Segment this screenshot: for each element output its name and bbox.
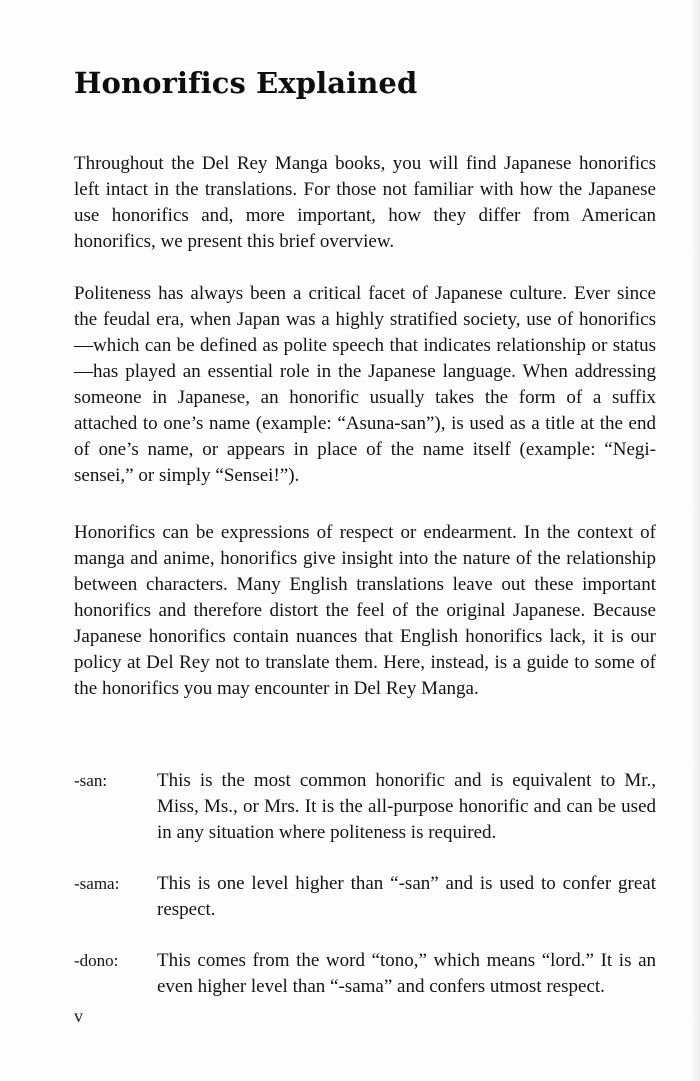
page-number: v <box>74 1006 83 1026</box>
definition-term: -san: <box>74 771 108 790</box>
respect-paragraph: Honorifics can be expressions of respect or endearment. In the context of manga and anime, honorifics give insight into the nature of the relationship between characters. Many English translations leave out these important honorifics and therefore distort the feel of the original Japanese. Because Japanese honorifics contain nuances that English honorifics lack, it is our policy at Del Rey not to translate them. Here, instead, is a guide to some of the honorifics you may encounter in Del Rey Manga. <box>74 522 656 699</box>
definition-sama <box>74 871 656 923</box>
politeness-paragraph: Politeness has always been a critical facet of Japanese culture. Ever since the feudal era, when Japan was a highly stratified society, use of honorifics—which can be defined as polite speech that indicates relationship or status—has played an essential role in the Japanese language. When addressing someone in Japanese, an honorific usually takes the form of a suffix attached to one’s name (example: “Asuna-san”), is used as a title at the end of one’s name, or appears in place of the name itself (example: “Negi-sensei,” or simply “Sensei!”). <box>74 283 656 486</box>
page-edge-shadow <box>692 0 700 1081</box>
definition-san <box>74 768 656 846</box>
definition-dono <box>74 948 656 1000</box>
honorifics-definition-list <box>74 768 656 1000</box>
definition-term: -sama: <box>74 874 120 893</box>
definition-description: This is the most common honorific and is equivalent to Mr., Miss, Ms., or Mrs. It is the all-purpose honorific and can be used in any situation where politeness is required. <box>157 770 656 843</box>
definition-term: -dono: <box>74 951 119 970</box>
intro-paragraph: Throughout the Del Rey Manga books, you will find Japanese honorifics left intact in the translations. For those not familiar with how the Japanese use honorifics and, more important, how they differ from American honorifics, we present this brief overview. <box>74 153 656 252</box>
definition-description: This comes from the word “tono,” which means “lord.” It is an even higher level than “-sama” and confers utmost respect. <box>157 950 656 997</box>
definition-description: This is one level higher than “-san” and is used to confer great respect. <box>157 873 656 920</box>
page-title: Honorifics Explained <box>74 66 418 100</box>
